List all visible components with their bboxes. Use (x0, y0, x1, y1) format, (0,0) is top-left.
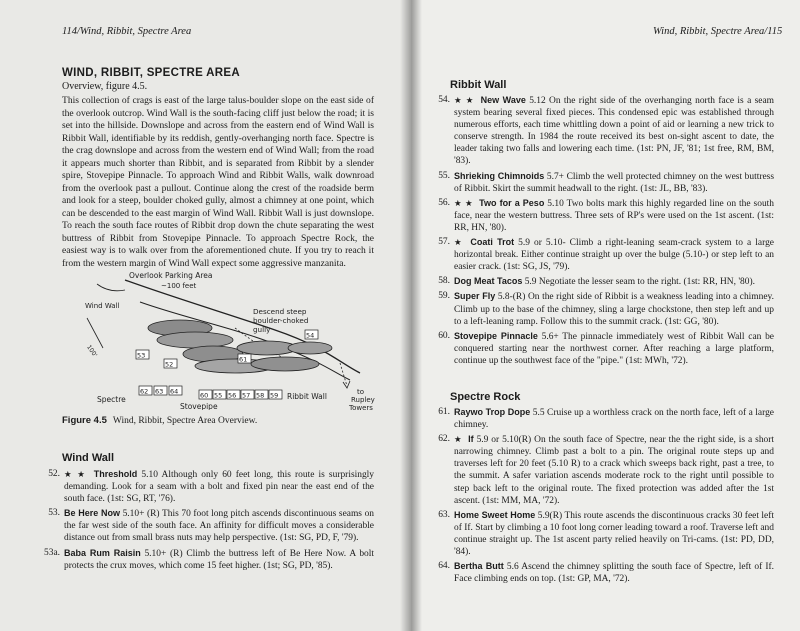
area-title: WIND, RIBBIT, SPECTRE AREA (62, 67, 240, 79)
route-grade: 5.10+ (R) (122, 509, 160, 520)
route-number: 53. (48, 508, 60, 519)
book-gutter (400, 0, 422, 631)
star-rating: ★ ★ (64, 469, 87, 479)
route-number: 60. (438, 330, 450, 341)
route-name: Be Here Now (64, 508, 120, 519)
route-number: 53a. (44, 547, 60, 558)
route-grade: 5.10+ (R) (144, 548, 183, 559)
map-route-55: 55 (214, 391, 223, 400)
route-entry (426, 433, 774, 507)
route-description: On the right side of Ribbit is a weakness leading into a chimney. Climb up to the base of the chimney, sling a large chockstone, then step left and up to a left-leaning ramp. Follow this to the summit crack. (1st: GG, '80). (454, 292, 775, 327)
route-grade: 5.8-(R) (497, 292, 526, 303)
map-route-52: 52 (165, 360, 174, 369)
route-entry (426, 275, 774, 288)
map-label-distance: ~100 feet (161, 282, 197, 290)
map-route-61: 61 (239, 355, 248, 364)
route-entry (426, 197, 774, 234)
route-name: Raywo Trop Dope (454, 407, 531, 417)
map-route-59: 59 (270, 391, 279, 400)
route-number: 64. (438, 561, 450, 572)
route-entry (426, 509, 774, 558)
route-name: Stovepipe Pinnacle (454, 330, 538, 341)
route-number: 52. (48, 469, 60, 479)
left-running-head: 114/Wind, Ribbit, Spectre Area (62, 26, 192, 37)
route-name: Home Sweet Home (454, 509, 536, 520)
star-rating: ★ (454, 237, 464, 248)
spectre-rock-routes (426, 406, 774, 587)
route-entry (36, 468, 374, 505)
route-description: Negotiate the lesser seam to the right. (1st: RR, HN, '80). (538, 277, 755, 288)
map-label-spectre: Spectre (97, 395, 126, 404)
route-name: If (468, 434, 474, 445)
map-label-scale: 100' (85, 343, 99, 359)
route-name: Super Fly (454, 291, 496, 302)
map-label-ribbit: Ribbit Wall (287, 392, 327, 401)
map-label-descend-3: gully (253, 325, 271, 334)
ribbit-wall-routes (426, 94, 774, 369)
route-grade: 5.10 (547, 198, 564, 209)
route-description: Ascend the chimney splitting the south face of Spectre, left of If. Face climbing ends on top. (1st: GP, MA, '72). (454, 562, 775, 585)
route-grade: 5.6+ (541, 331, 559, 342)
route-name: Dog Meat Tacos (454, 276, 523, 287)
route-entry (426, 94, 774, 168)
route-number: 59. (438, 291, 450, 302)
map-label-wind-wall: Wind Wall (85, 302, 120, 310)
route-grade: 5.6 (506, 562, 519, 573)
route-description: Although only 60 feet long, this route is surprisingly demanding. Look for a seam with a bolt and fixed pin near the east end of the south face. (1st: SG, RT, '76). (64, 470, 375, 505)
map-route-53: 53 (137, 351, 146, 360)
route-entry (426, 406, 774, 431)
overview-note: Overview, figure 4.5. (62, 81, 148, 92)
map-route-60: 60 (200, 391, 209, 400)
route-name: Bertha Butt (454, 561, 504, 572)
map-route-54: 54 (306, 331, 315, 340)
star-rating: ★ (454, 434, 463, 445)
map-route-63: 63 (155, 387, 164, 396)
route-grade: 5.9(R) (537, 510, 563, 521)
route-number: 55. (438, 170, 450, 181)
route-name: Baba Rum Raisin (64, 547, 141, 558)
route-number: 56. (438, 197, 450, 208)
map-route-56: 56 (228, 391, 237, 400)
route-description: Climb the well protected chimney on the west buttress of Ribbit. Skirt the summit headwall to the right. (1st: JL, BB, '83). (454, 171, 775, 194)
route-number: 63. (438, 509, 450, 520)
route-description: On the south face of Spectre, near the the right side, is a short narrowing chimney. Climb past a bolt to a pin. The original route steps up and traverses left for 20 feet (5.10 R) to a crack which sweeps back right, past a tree, to the summit. A safer variation ascends moderate rock to the right until possible to step back left to the original route. The fixed protection was added after the 1st ascent. (1st: MM, MA, '72). (454, 435, 775, 506)
route-grade: 5.9 (524, 277, 537, 288)
figure-caption-label: Figure 4.5 (62, 415, 107, 426)
map-route-57: 57 (242, 391, 251, 400)
map-label-towers: Towers (349, 404, 373, 410)
route-grade: 5.7+ (546, 171, 564, 182)
route-grade: 5.12 (529, 96, 546, 106)
route-name: Two for a Peso (479, 197, 545, 208)
route-name: New Wave (480, 95, 526, 105)
route-name: Shrieking Chimnoids (454, 170, 545, 181)
route-entry (426, 290, 774, 327)
route-number: 58. (438, 276, 450, 287)
section-heading-ribbit-wall: Ribbit Wall (450, 79, 507, 91)
route-description: Climb the buttress left of Be Here Now. A bolt protects the crux moves, which come 15 feet higher. (1st; SG, PD, '85). (64, 548, 375, 571)
route-number: 61. (438, 407, 450, 417)
figure-caption (62, 415, 257, 426)
route-description: Two bolts mark this highly regarded line on the south face, near the western buttress. Three sets of RP's were used on the 1st ascent. (1st: RR, HN, '80). (454, 198, 775, 233)
route-description: This route ascends the discontinuous cracks 30 feet left of If. Start by climbing a 10 foot long corner leading toward a roof. Traverse left and continue straight up. The 1st ascent party relied heavily on Tri-cams. (1st: PD, DD, '84). (454, 510, 774, 558)
map-label-descend-1: Descend steep (253, 307, 307, 316)
route-grade: 5.9 or 5.10(R) (476, 435, 532, 446)
route-description: Climb a right-leaning seam-crack system to a large horizontal break. Either continue straight up over the bulge (5.10-) or step left to an easier crack. (1st: SG, JS, '79). (454, 238, 775, 273)
route-number: 54. (438, 95, 450, 105)
route-description: The pinnacle immediately west of Ribbit Wall can be conquered starting near the northwest corner. After reaching a large platform, continue up the southwest face of the "pipe." (1st: MWh, '72). (454, 331, 774, 366)
star-rating: ★ ★ (454, 197, 474, 208)
route-grade: 5.10 (141, 470, 158, 480)
right-page (410, 0, 800, 631)
route-number: 62. (438, 434, 450, 445)
figure-caption-text: Wind, Ribbit, Spectre Area Overview. (112, 416, 258, 426)
star-rating: ★ ★ (454, 95, 475, 105)
route-entry (426, 330, 774, 367)
route-grade: 5.9 or 5.10- (518, 238, 566, 249)
map-label-rupley: Rupley (351, 396, 375, 404)
map-route-62: 62 (140, 387, 149, 396)
route-description: On the right side of the overhanging north face is a seam system bearing several fixed pieces. This condensed epic was established through numerous efforts, each time whittling down a point of aid or learning a new trick to conserve strength. In 1984 the route received its best on-sight ascent to date, the leader taking two falls and lowering each time. (1st: PN, JF, '81; 1st free, RM, BM, '83). (454, 96, 774, 167)
map-label-to: to (357, 388, 365, 396)
route-entry (36, 507, 374, 544)
route-number: 57. (438, 237, 450, 248)
section-heading-wind-wall: Wind Wall (62, 452, 115, 464)
map-label-overlook: Overlook Parking Area (129, 271, 213, 280)
route-entry (426, 236, 774, 273)
route-description: This 70 foot long pitch ascends discontinuous seams on the far west side of the south face. An affinity for difficult moves a considerable distance out from small brass nuts may help perspective. (1st: SG, PD, F, '79). (64, 509, 375, 544)
map-route-64: 64 (170, 387, 179, 396)
route-grade: 5.5 (532, 408, 545, 418)
route-description: Cruise up a worthless crack on the north face, left of a large chimney. (454, 408, 774, 431)
overview-map (85, 268, 385, 410)
map-label-descend-2: boulder-choked (253, 316, 309, 325)
right-running-head: Wind, Ribbit, Spectre Area/115 (653, 26, 783, 37)
route-name: Coati Trot (470, 237, 515, 248)
route-entry (426, 170, 774, 195)
wind-wall-routes (36, 468, 374, 574)
route-entry (426, 560, 774, 585)
intro-paragraph: This collection of crags is east of the large talus-boulder slope on the east side of the overlook outcrop. Wind Wall is the south-facing cliff just below the road; it is set into the hillside. Downslope and across from the eastern end of Wind Wall is Ribbit Wall, identifiable by its reddish, gently-overhanging north face. Spectre is the crag downslope and across from the western end of Wind Wall; from the road it appears much shorter than Ribbit, and is separated from Ribbit by a slender spire, Stovepipe Pinnacle. To approach Wind and Ribbit Walls, walk downroad from the overlook past a pullout. Continue along the crest of the roadside berm and look for a steep, boulder choked gully, almost a chimney at one point, which can be descended to the east margin of Wind Wall. Ribbit Wall is just downslope. To reach the south face routes of Ribbit drop down the chute separating the west buttress of Ribbit from Stovepipe Pinnacle. To approach Spectre Rock, the easiest way is to walk over from the aforementioned chute. If you try to reach it from the western margin of Wind Wall expect some aggressive manzanita. (62, 95, 374, 269)
map-label-stovepipe: Stovepipe (180, 402, 218, 410)
section-heading-spectre-rock: Spectre Rock (450, 391, 521, 403)
map-route-58: 58 (256, 391, 265, 400)
route-name: Threshold (93, 469, 138, 479)
route-entry (36, 547, 374, 572)
